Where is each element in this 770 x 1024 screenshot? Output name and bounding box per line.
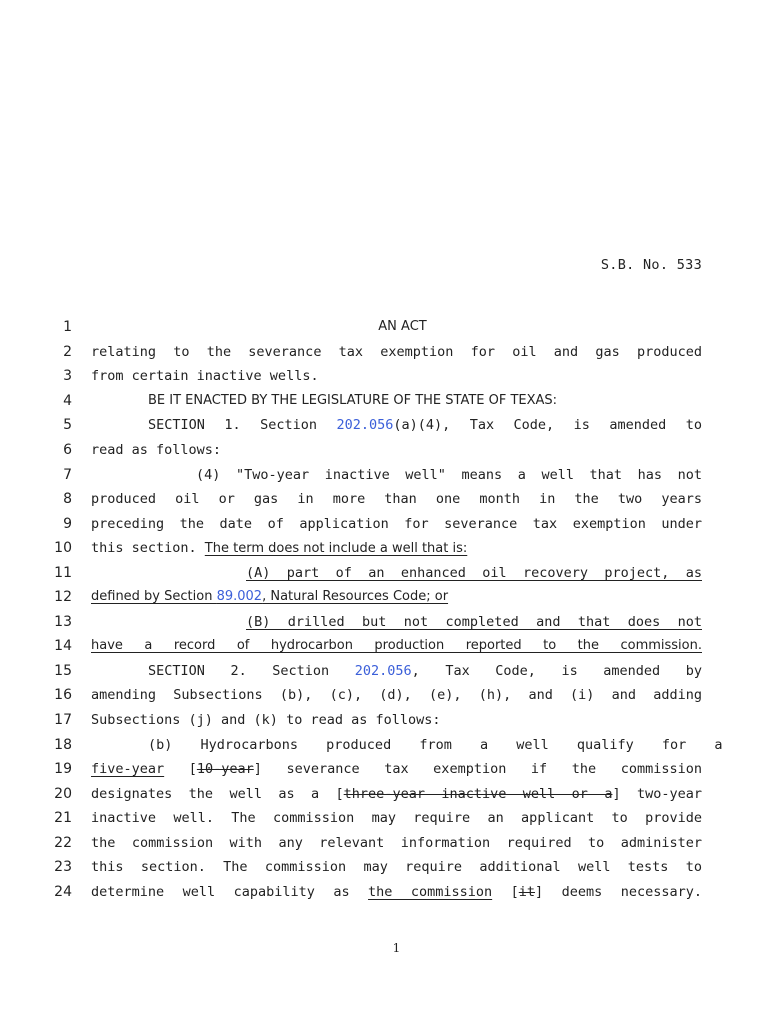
text-run: SECTION 2. Section <box>148 663 355 679</box>
inserted-text: , Natural Resources Code; or <box>262 589 449 604</box>
line-number: 7 <box>63 467 72 483</box>
line-text <box>91 587 702 607</box>
line-text: produced oil or gas in more than one month in the two years <box>91 491 702 507</box>
line-number: 3 <box>63 368 72 384</box>
statute-link-89-002[interactable]: 89.002 <box>216 589 263 604</box>
inserted-text: have a record of hydrocarbon production reported to the commission. <box>91 638 702 653</box>
deleted-text: 10-year <box>196 761 254 777</box>
line-number: 6 <box>63 442 72 458</box>
line-text <box>91 538 702 559</box>
text-run: ] deems necessary. <box>535 884 702 900</box>
inserted-text: (B) drilled but not completed and that does not <box>246 614 702 630</box>
line-text: this section. The commission may require additional well tests to <box>91 859 702 875</box>
line-text: preceding the date of application for severance tax exemption under <box>91 516 702 532</box>
text-run: this section. <box>91 540 205 556</box>
line-number: 18 <box>54 737 72 753</box>
line-number: 14 <box>54 638 72 654</box>
line-number: 19 <box>54 761 72 777</box>
line-text <box>91 882 702 902</box>
line-number: 4 <box>63 393 72 409</box>
line-number: 12 <box>54 589 72 605</box>
text-run: designates the well as a [ <box>91 786 344 802</box>
line-text <box>91 612 702 632</box>
line-number: 11 <box>54 565 72 581</box>
line-text <box>91 563 702 583</box>
line-number: 13 <box>54 614 72 630</box>
line-text: (4) "Two-year inactive well" means a well that has not <box>196 467 702 483</box>
line-number: 23 <box>54 859 72 875</box>
line-text: the commission with any relevant information required to administer <box>91 835 702 851</box>
page-number: 1 <box>392 941 401 955</box>
line-text <box>91 415 702 435</box>
line-number: 20 <box>54 786 72 802</box>
line-text <box>91 784 702 804</box>
line-number: 15 <box>54 663 72 679</box>
inserted-text: five-year <box>91 761 165 777</box>
line-number: 24 <box>54 884 72 900</box>
text-run: SECTION 1. Section <box>148 417 337 433</box>
line-number: 5 <box>63 417 72 433</box>
inserted-text: The term does not include a well that is: <box>204 541 468 556</box>
line-text <box>91 661 702 681</box>
text-run: , Tax Code, is amended by <box>411 663 702 679</box>
line-number: 22 <box>54 835 72 851</box>
enacting-clause: BE IT ENACTED BY THE LEGISLATURE OF THE STATE OF TEXAS: <box>148 393 558 408</box>
line-number: 8 <box>63 491 72 507</box>
line-text: from certain inactive wells. <box>91 368 319 384</box>
deleted-text: it <box>518 884 536 900</box>
text-run: [ <box>492 884 519 900</box>
line-text: read as follows: <box>91 442 222 458</box>
line-number: 17 <box>54 712 72 728</box>
line-number: 1 <box>63 319 72 335</box>
act-heading: AN ACT <box>378 319 427 334</box>
line-number: 9 <box>63 516 72 532</box>
line-text: Subsections (j) and (k) to read as follows: <box>91 712 441 728</box>
deleted-text: three-year inactive well or a <box>343 786 613 802</box>
statute-link-202-056[interactable]: 202.056 <box>354 663 412 679</box>
text-run: determine well capability as <box>91 884 369 900</box>
inserted-text: the commission <box>368 884 493 900</box>
bill-number: S.B. No. 533 <box>600 257 702 273</box>
line-number: 2 <box>63 344 72 360</box>
line-number: 21 <box>54 810 72 826</box>
inserted-text: (A) part of an enhanced oil recovery project, as <box>246 565 702 581</box>
line-number: 10 <box>54 540 72 556</box>
line-text: amending Subsections (b), (c), (d), (e), (h), and (i) and adding <box>91 687 702 703</box>
statute-link-202-056[interactable]: 202.056 <box>336 417 394 433</box>
text-run: (a)(4), Tax Code, is amended to <box>393 417 702 433</box>
text-run: ] severance tax exemption if the commission <box>253 761 702 777</box>
line-text: inactive well. The commission may require an applicant to provide <box>91 810 702 826</box>
line-text <box>91 759 702 779</box>
text-run: [ <box>164 761 197 777</box>
line-number: 16 <box>54 687 72 703</box>
inserted-text: defined by Section <box>91 589 217 604</box>
line-text: (b) Hydrocarbons produced from a well qualify for a <box>148 737 723 753</box>
line-text: relating to the severance tax exemption for oil and gas produced <box>91 344 702 360</box>
text-run: ] two-year <box>612 786 702 802</box>
